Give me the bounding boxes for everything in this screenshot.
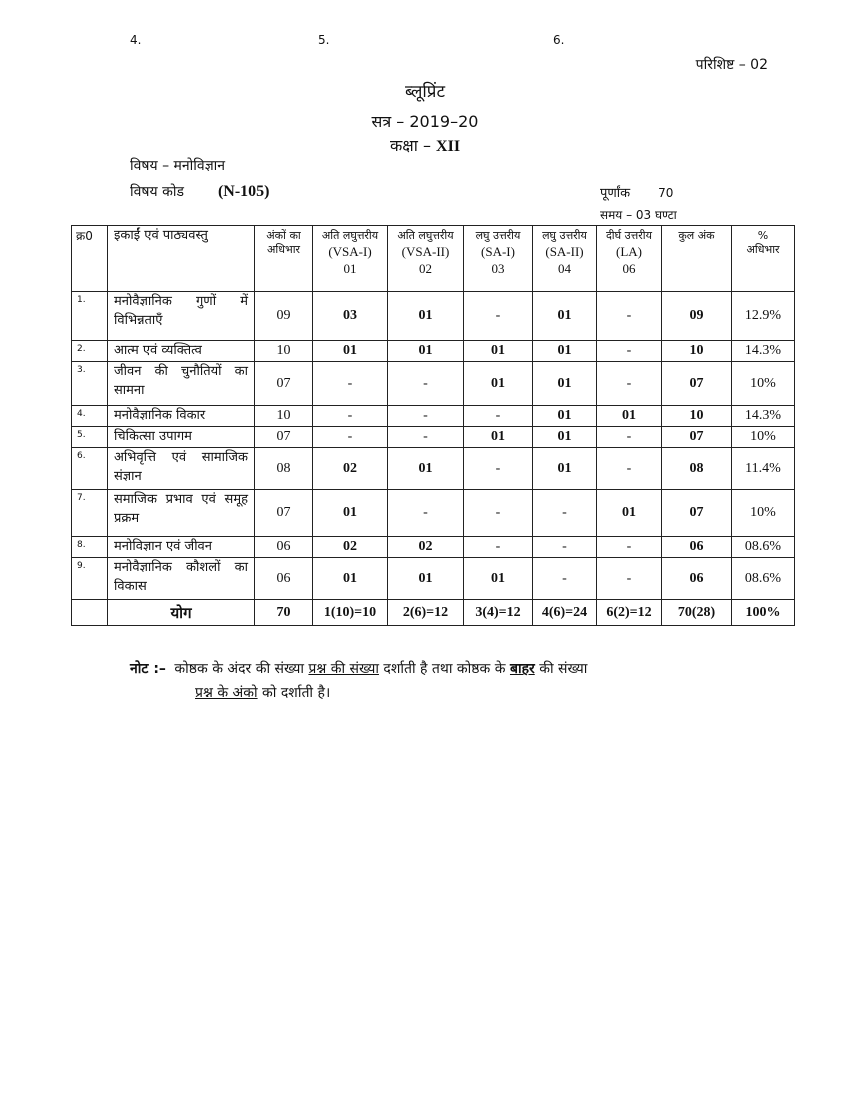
- row-sa1: -: [464, 537, 533, 558]
- footnote: नोट :– कोष्ठक के अंदर की संख्या प्रश्न की संख्या दर्शाती है तथा कोष्ठक के बाहर की संख्या प्रश्न के अंको को दर्शाती है।: [130, 661, 588, 701]
- row-sa2: 01: [533, 341, 597, 362]
- row-vsa1: 03: [313, 292, 388, 341]
- header-topic: इकाईं एवं पाठ्यवस्तु: [108, 226, 255, 292]
- table-row: [72, 427, 795, 448]
- row-total: 08: [662, 448, 732, 490]
- row-serial: 6.: [72, 448, 108, 490]
- table-row: [72, 448, 795, 490]
- row-total: 07: [662, 362, 732, 406]
- row-vsa1: 02: [313, 448, 388, 490]
- row-pct: 14.3%: [732, 406, 795, 427]
- total-row-sa2: 4(6)=24: [533, 600, 597, 626]
- row-serial: 7.: [72, 490, 108, 537]
- row-serial: 8.: [72, 537, 108, 558]
- row-la: 01: [597, 490, 662, 537]
- total-row-weight: 70: [255, 600, 313, 626]
- row-sa1: 01: [464, 427, 533, 448]
- total-marks: पूर्णांक 70: [600, 186, 674, 201]
- row-pct: 08.6%: [732, 558, 795, 600]
- row-sa1: 01: [464, 558, 533, 600]
- header-total: कुल अंक: [662, 226, 732, 292]
- row-topic: चिकित्सा उपागम: [108, 427, 255, 448]
- row-topic: जीवन की चुनौतियों का सामना: [108, 362, 255, 406]
- total-row: [72, 600, 795, 626]
- total-row-vsa2: 2(6)=12: [388, 600, 464, 626]
- table-row: [72, 537, 795, 558]
- row-pct: 11.4%: [732, 448, 795, 490]
- row-vsa2: 01: [388, 292, 464, 341]
- row-serial: 5.: [72, 427, 108, 448]
- row-total: 06: [662, 558, 732, 600]
- row-topic: मनोवैज्ञानिक गुणों में विभिन्नताएँ: [108, 292, 255, 341]
- row-total: 07: [662, 490, 732, 537]
- row-vsa2: -: [388, 406, 464, 427]
- row-vsa1: 01: [313, 490, 388, 537]
- row-sa1: 01: [464, 362, 533, 406]
- header-percent: % अधिभार: [732, 226, 795, 292]
- row-la: -: [597, 341, 662, 362]
- row-sa2: -: [533, 490, 597, 537]
- header-sa1: लघु उत्तरीय (SA-I) 03: [464, 226, 533, 292]
- table-row: [72, 406, 795, 427]
- header-sa2: लघु उत्तरीय (SA-II) 04: [533, 226, 597, 292]
- row-vsa1: 01: [313, 558, 388, 600]
- row-vsa1: 01: [313, 341, 388, 362]
- row-serial: 2.: [72, 341, 108, 362]
- row-sa1: -: [464, 490, 533, 537]
- row-topic: मनोविज्ञान एवं जीवन: [108, 537, 255, 558]
- row-topic: मनोवैज्ञानिक विकार: [108, 406, 255, 427]
- session-label: सत्र – 2019–20: [371, 112, 479, 131]
- row-pct: 14.3%: [732, 341, 795, 362]
- row-la: -: [597, 427, 662, 448]
- row-total: 10: [662, 341, 732, 362]
- document-title: ब्लूप्रिंट: [404, 82, 446, 102]
- row-sa1: -: [464, 406, 533, 427]
- row-la: -: [597, 537, 662, 558]
- total-marks-value: 70: [658, 186, 674, 200]
- row-pct: 10%: [732, 362, 795, 406]
- row-vsa2: 01: [388, 448, 464, 490]
- table-row: [72, 558, 795, 600]
- row-vsa2: 01: [388, 558, 464, 600]
- note-label: नोट :–: [130, 661, 166, 677]
- total-row-label: योग: [108, 600, 255, 626]
- row-la: 01: [597, 406, 662, 427]
- row-weight: 10: [255, 406, 313, 427]
- row-serial: 9.: [72, 558, 108, 600]
- appendix-label: परिशिष्ट – 02: [695, 57, 768, 73]
- row-sa1: 01: [464, 341, 533, 362]
- row-weight: 07: [255, 427, 313, 448]
- header-weight: अंकों का अधिभार: [255, 226, 313, 292]
- table-row: [72, 490, 795, 537]
- row-vsa2: 01: [388, 341, 464, 362]
- total-row-sa1: 3(4)=12: [464, 600, 533, 626]
- row-weight: 09: [255, 292, 313, 341]
- row-pct: 08.6%: [732, 537, 795, 558]
- row-sa2: 01: [533, 362, 597, 406]
- row-vsa2: 02: [388, 537, 464, 558]
- header-la: दीर्घ उत्तरीय (LA) 06: [597, 226, 662, 292]
- total-row-la: 6(2)=12: [597, 600, 662, 626]
- total-row-percent: 100%: [732, 600, 795, 626]
- exam-time: समय – 03 घण्टा: [600, 208, 677, 222]
- total-row-sn: [72, 600, 108, 626]
- table-row: [72, 292, 795, 341]
- row-pct: 10%: [732, 490, 795, 537]
- row-sa2: -: [533, 558, 597, 600]
- row-sa1: -: [464, 292, 533, 341]
- table-row: [72, 362, 795, 406]
- row-weight: 06: [255, 558, 313, 600]
- row-weight: 06: [255, 537, 313, 558]
- row-serial: 1.: [72, 292, 108, 341]
- row-weight: 07: [255, 362, 313, 406]
- header-sn: क्र0: [72, 226, 108, 292]
- subject-label: विषय – मनोविज्ञान: [130, 158, 226, 174]
- row-weight: 08: [255, 448, 313, 490]
- row-vsa2: -: [388, 362, 464, 406]
- row-la: -: [597, 558, 662, 600]
- row-weight: 10: [255, 341, 313, 362]
- table-row: [72, 341, 795, 362]
- header-vsa1: अति लघुत्तरीय (VSA-I) 01: [313, 226, 388, 292]
- row-vsa2: -: [388, 490, 464, 537]
- row-pct: 12.9%: [732, 292, 795, 341]
- subject-code: विषय कोड (N-105): [130, 183, 270, 200]
- row-weight: 07: [255, 490, 313, 537]
- row-sa2: 01: [533, 427, 597, 448]
- row-sa1: -: [464, 448, 533, 490]
- page-number-5: 5.: [318, 33, 330, 47]
- row-sa2: 01: [533, 448, 597, 490]
- row-vsa1: -: [313, 362, 388, 406]
- header-row: [72, 226, 795, 292]
- row-vsa1: -: [313, 406, 388, 427]
- row-total: 09: [662, 292, 732, 341]
- subject-code-value: (N-105): [217, 183, 270, 200]
- row-sa2: 01: [533, 292, 597, 341]
- row-la: -: [597, 448, 662, 490]
- row-vsa1: 02: [313, 537, 388, 558]
- page-number-6: 6.: [553, 33, 565, 47]
- row-total: 07: [662, 427, 732, 448]
- row-vsa1: -: [313, 427, 388, 448]
- row-la: -: [597, 292, 662, 341]
- row-topic: अभिवृत्ति एवं सामाजिक संज्ञान: [108, 448, 255, 490]
- total-row-total: 70(28): [662, 600, 732, 626]
- row-vsa2: -: [388, 427, 464, 448]
- row-pct: 10%: [732, 427, 795, 448]
- class-label: कक्षा – XII: [389, 136, 461, 155]
- total-row-vsa1: 1(10)=10: [313, 600, 388, 626]
- row-sa2: 01: [533, 406, 597, 427]
- row-la: -: [597, 362, 662, 406]
- row-topic: समाजिक प्रभाव एवं समूह प्रक्रम: [108, 490, 255, 537]
- row-topic: मनोवैज्ञानिक कौशलों का विकास: [108, 558, 255, 600]
- row-topic: आत्म एवं व्यक्तित्व: [108, 341, 255, 362]
- row-serial: 3.: [72, 362, 108, 406]
- row-total: 10: [662, 406, 732, 427]
- header-vsa2: अति लघुत्तरीय (VSA-II) 02: [388, 226, 464, 292]
- row-serial: 4.: [72, 406, 108, 427]
- blueprint-table: [71, 225, 795, 626]
- page-number-4: 4.: [130, 33, 142, 47]
- class-value: XII: [436, 138, 461, 155]
- row-sa2: -: [533, 537, 597, 558]
- row-total: 06: [662, 537, 732, 558]
